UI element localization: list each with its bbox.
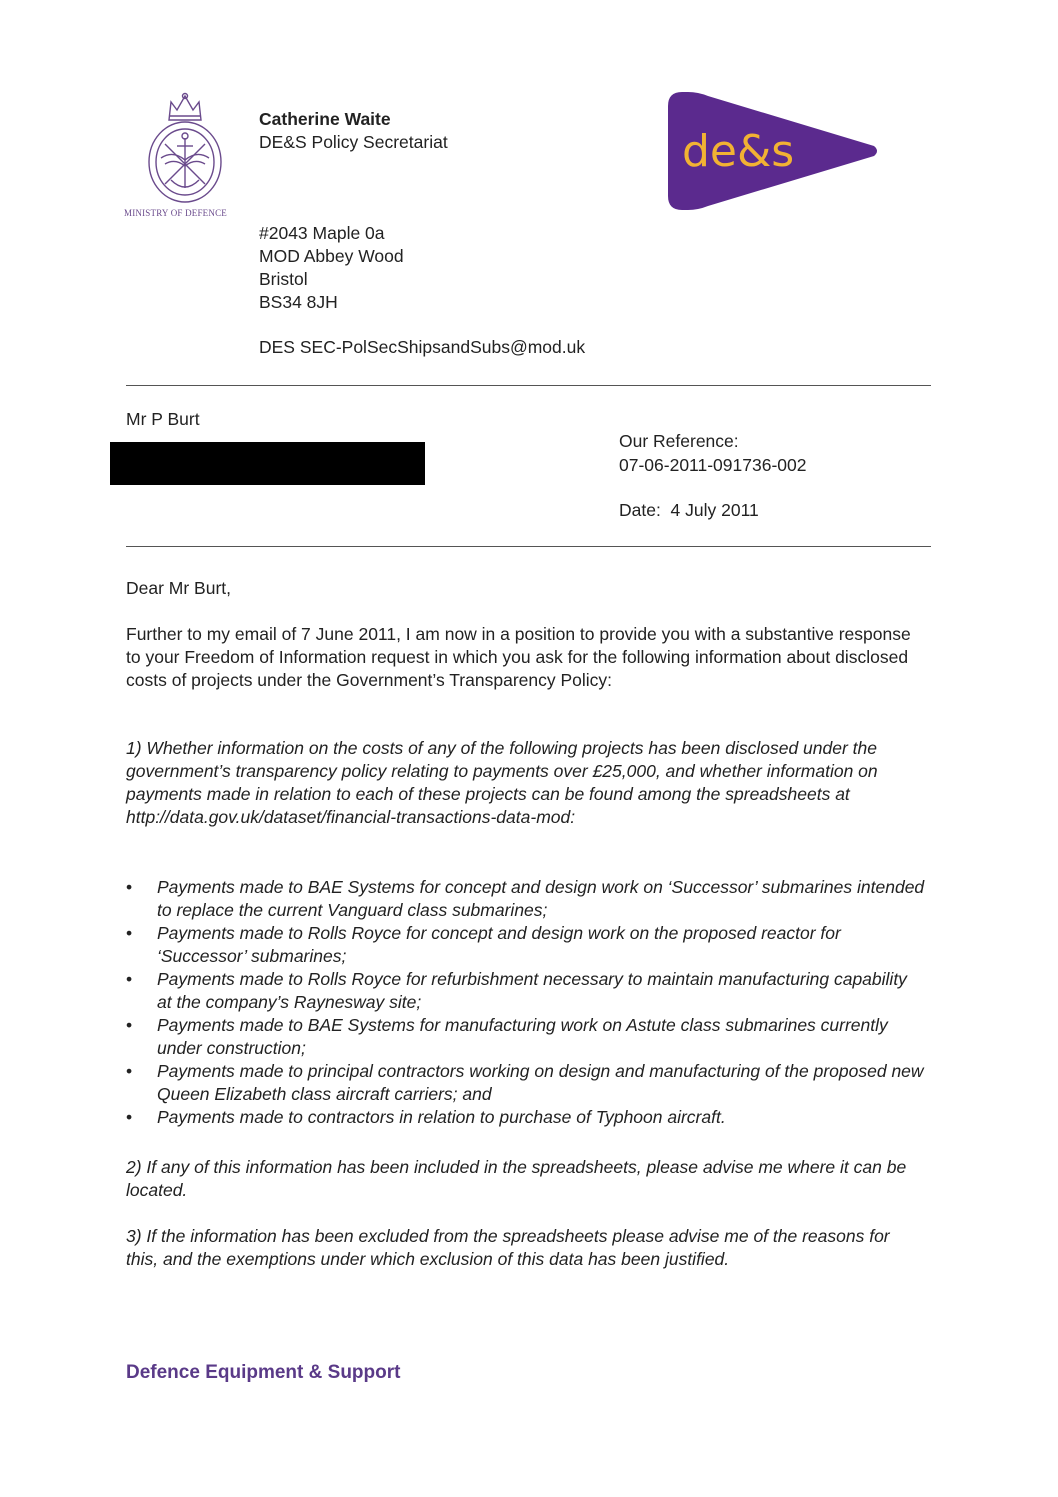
des-logo xyxy=(668,90,880,212)
logo-text: de&s xyxy=(682,126,795,177)
list-item: • Payments made to BAE Systems for manufacturing work on Astute class submarines currently under construction; xyxy=(126,1015,888,1058)
list-item: • Payments made to BAE Systems for concept and design work on ‘Successor’ submarines intended to replace the current Vanguard class submarines; xyxy=(126,877,925,920)
letter-date: Date: 4 July 2011 xyxy=(619,500,759,520)
list-item: • Payments made to Rolls Royce for refurbishment necessary to maintain manufacturing capability at the company’s Raynesway site; xyxy=(126,969,907,1012)
divider xyxy=(126,546,931,547)
crest-label: MINISTRY OF DEFENCE xyxy=(124,208,227,218)
address-line: Bristol xyxy=(259,269,308,289)
question-3: 3) If the information has been excluded from the spreadsheets please advise me of the reasons for this, and the exemptions under which exclusion of this data has been justified. xyxy=(126,1226,890,1269)
reference-label: Our Reference: xyxy=(619,431,739,451)
recipient-name: Mr P Burt xyxy=(126,409,200,429)
list-item: • Payments made to Rolls Royce for concept and design work on the proposed reactor for ‘Successor’ submarines; xyxy=(126,923,841,966)
question-1: 1) Whether information on the costs of any of the following projects has been disclosed under the government’s transparency policy relating to payments over £25,000, and whether information on payments made in relation to each of these projects can be found among the spreadsheets at http://data.gov.uk/dataset/financial-transactions-data-mod: xyxy=(126,738,878,827)
address-line: MOD Abbey Wood xyxy=(259,246,404,266)
reference-value: 07-06-2011-091736-002 xyxy=(619,455,807,475)
redaction-block xyxy=(110,442,425,485)
bullet-icon: • xyxy=(126,923,133,943)
question-2: 2) If any of this information has been included in the spreadsheets, please advise me where it can be located. xyxy=(126,1157,907,1200)
sender-name: Catherine Waite xyxy=(259,109,391,129)
bullet-icon: • xyxy=(126,969,133,989)
footer-brand: Defence Equipment & Support xyxy=(126,1362,401,1383)
divider xyxy=(126,385,931,386)
bullet-icon: • xyxy=(126,1061,133,1081)
bullet-icon: • xyxy=(126,877,133,897)
sender-department: DE&S Policy Secretariat xyxy=(259,132,448,152)
salutation: Dear Mr Burt, xyxy=(126,578,232,598)
list-item: • Payments made to contractors in relation to purchase of Typhoon aircraft. xyxy=(126,1107,726,1127)
address-line: #2043 Maple 0a xyxy=(259,223,385,243)
mod-crest-icon xyxy=(125,88,245,220)
intro-paragraph: Further to my email of 7 June 2011, I am now in a position to provide you with a substantive response to your Freedom of Information request in which you ask for the following information about disclosed costs of projects under the Government’s Transparency Policy: xyxy=(126,624,911,690)
bullet-icon: • xyxy=(126,1015,133,1035)
list-item: • Payments made to principal contractors working on design and manufacturing of the proposed new Queen Elizabeth class aircraft carriers; and xyxy=(126,1061,924,1104)
bullet-list xyxy=(126,876,926,1129)
sender-email: DES SEC-PolSecShipsandSubs@mod.uk xyxy=(259,337,586,357)
bullet-icon: • xyxy=(126,1107,133,1127)
address-line: BS34 8JH xyxy=(259,292,338,312)
